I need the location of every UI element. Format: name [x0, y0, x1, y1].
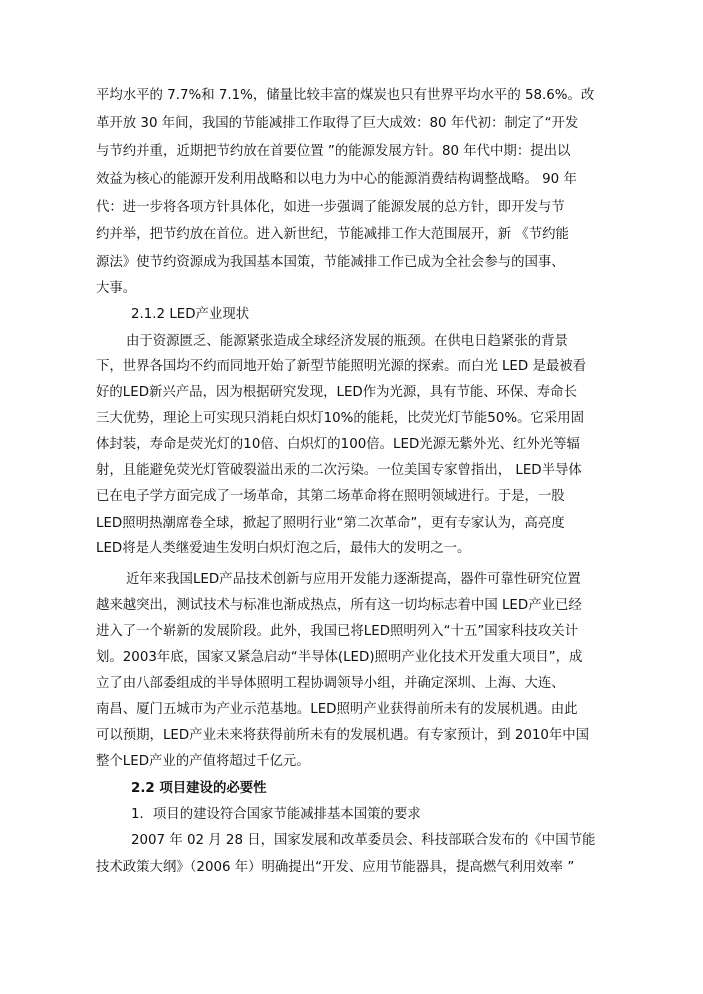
paragraph-line: 大事。	[96, 281, 137, 296]
paragraph-line: 平均水平的 7.7%和 7.1%，储量比较丰富的煤炭也只有世界平均水平的 58.6%。改	[96, 88, 595, 103]
paragraph-line: 整个LED产业的产值将超过千亿元。	[96, 754, 310, 769]
paragraph-line: 三大优势，理论上可实现只消耗白炽灯10%的能耗，比荧光灯节能50%。它采用固	[96, 411, 585, 426]
paragraph-line: 由于资源匮乏、能源紧张造成全球经济发展的瓶颈。在供电日趋紧张的背景	[126, 334, 568, 349]
paragraph-line: LED照明热潮席卷全球，掀起了照明行业“第二次革命”，更有专家认为，高亮度	[96, 516, 565, 531]
paragraph-line: 效益为核心的能源开发利用战略和以电力为中心的能源消费结构调整战略。 90 年	[96, 172, 577, 187]
paragraph-line: 革开放 30 年间，我国的节能减排工作取得了巨大成效：80 年代初：制定了“开发	[96, 116, 579, 131]
paragraph-line: 可以预期，LED产业未来将获得前所未有的发展机遇。有专家预计，到 2010年中国	[96, 728, 590, 743]
paragraph-line: 立了由八部委组成的半导体照明工程协调领导小组，并确定深圳、上海、大连、	[96, 676, 565, 691]
paragraph-line: 约并举，把节约放在首位。进入新世纪，节能减排工作大范围展开，新 《节约能	[96, 227, 569, 242]
paragraph-line: 体封装，寿命是荧光灯的10倍、白炽灯的100倍。LED光源无紫外光、红外光等辐	[96, 437, 580, 452]
paragraph-line: 近年来我国LED产品技术创新与应用开发能力逐渐提高，器件可靠性研究位置	[126, 572, 581, 587]
section-heading-2-2: 2.2 项目建设的必要性	[131, 781, 267, 796]
paragraph-line: 与节约并重，近期把节约放在首要位置 ”的能源发展方针。80 年代中期：提出以	[96, 144, 571, 159]
paragraph-line: 划。2003年底，国家又紧急启动“半导体(LED)照明产业化技术开发重大项目”，成	[96, 650, 583, 665]
paragraph-line: 代：进一步将各项方针具体化，如进一步强调了能源发展的总方针，即开发与节	[96, 200, 565, 215]
paragraph-line: 2007 年 02 月 28 日，国家发展和改革委员会、科技部联合发布的《中国节能	[131, 833, 596, 848]
paragraph-line: 进入了一个崭新的发展阶段。此外，我国已将LED照明列入“十五”国家科技攻关计	[96, 624, 578, 639]
paragraph-line: 下，世界各国均不约而同地开始了新型节能照明光源的探索。而白光 LED 是最被看	[96, 359, 587, 374]
paragraph-line: LED将是人类继爱迪生发明白炽灯泡之后，最伟大的发明之一。	[96, 541, 471, 556]
paragraph-line: 越来越突出，测试技术与标准也渐成热点，所有这一切均标志着中国 LED产业已经	[96, 598, 582, 613]
section-heading-2-1-2: 2.1.2 LED产业现状	[131, 307, 250, 322]
paragraph-line: 南昌、厦门五城市为产业示范基地。LED照明产业获得前所未有的发展机遇。由此	[96, 702, 578, 717]
paragraph-line: 技术政策大纲》（2006 年）明确提出“开发、应用节能器具，提高燃气利用效率 ”	[96, 860, 575, 875]
paragraph-line: 源法》使节约资源成为我国基本国策，节能减排工作已成为全社会参与的国事、	[96, 255, 565, 270]
paragraph-line: 射，且能避免荧光灯管破裂溢出汞的二次污染。一位美国专家曾指出， LED半导体	[96, 463, 582, 478]
numbered-item-heading: 1．项目的建设符合国家节能减排基本国策的要求	[131, 807, 421, 822]
paragraph-line: 已在电子学方面完成了一场革命，其第二场革命将在照明领域进行。于是，一股	[96, 489, 565, 504]
paragraph-line: 好的LED新兴产品，因为根据研究发现，LED作为光源，具有节能、环保、寿命长	[96, 385, 577, 400]
